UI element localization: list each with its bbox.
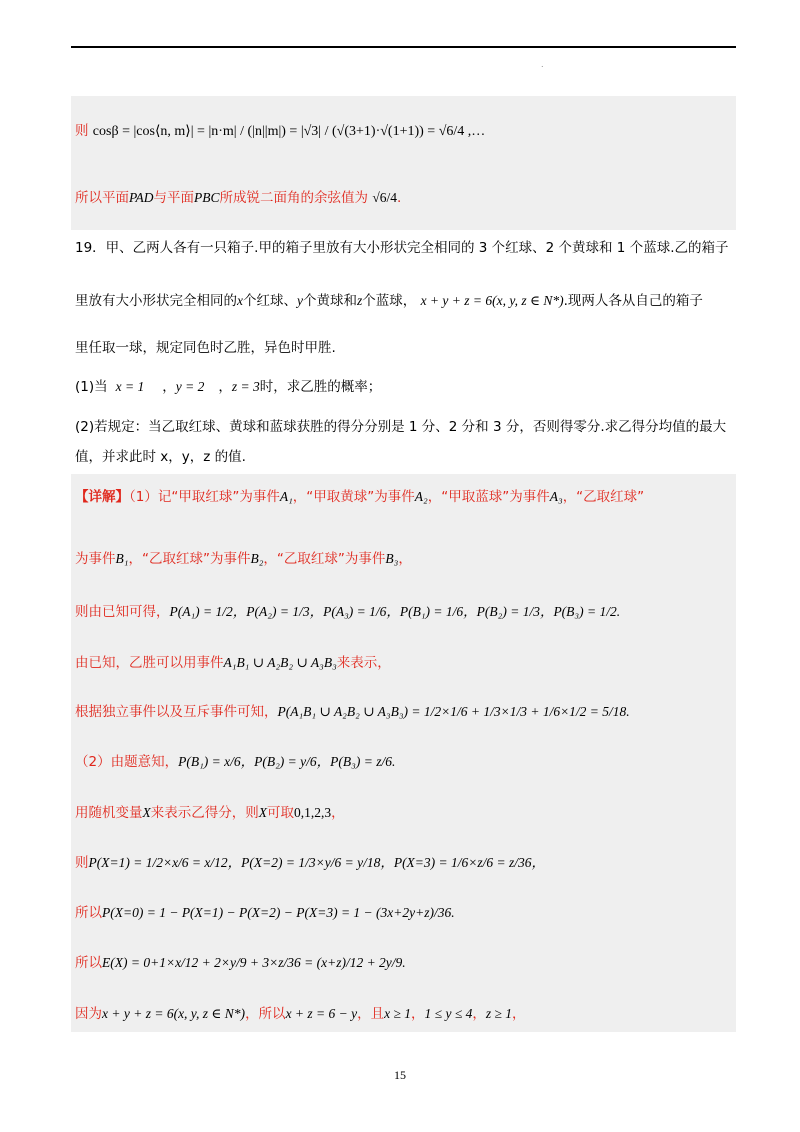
s11-k: ，: [512, 1006, 526, 1022]
s11-e: ，: [472, 1006, 486, 1022]
s10-a: 所以: [75, 955, 102, 971]
event-a3: A₃: [549, 489, 563, 504]
p2-e: .现两人各从自己的箱子: [563, 293, 703, 309]
event-b3: B₃: [385, 551, 399, 566]
s6-a: （2）由题意知，: [75, 754, 179, 770]
constraint-formula: x + y + z = 6(x, y, z ∈ N*): [420, 293, 564, 308]
box1-dot: .: [396, 190, 402, 206]
cosine-value: √6/4: [372, 190, 397, 205]
x-values: 0,1,2,3: [294, 805, 332, 820]
s1-c: ，“甲取蓝球”为事件: [427, 489, 550, 505]
problem-line2: [75, 291, 703, 311]
s11-y-bound: 1 ≤ y ≤ 4: [424, 1006, 473, 1021]
sol-line5: [75, 702, 630, 722]
s7-d: ，: [331, 805, 345, 821]
win-probability: P(A₁B₁ ∪ A₂B₂ ∪ A₃B₃) = 1/2×1/6 + 1/3×1/3 + 1/6×1/2 = 5/18.: [277, 704, 630, 719]
s11-a: 因为: [75, 1006, 102, 1022]
problem-line1: 19．甲、乙两人各有一只箱子.甲的箱子里放有大小形状完全相同的 3 个红球、2 个黄球和 1 个蓝球.乙的箱子: [75, 240, 729, 256]
var-y: y: [297, 293, 303, 308]
sol-line9: [75, 903, 455, 923]
s1-b: ，“甲取黄球”为事件: [292, 489, 415, 505]
page-number: 15: [394, 1068, 406, 1082]
s1-d: ，“乙取红球”: [562, 489, 645, 505]
solution-box-top: [71, 96, 736, 230]
var-z: z: [357, 293, 363, 308]
header-rule: [71, 46, 736, 48]
detail-tag: 【详解】: [75, 489, 129, 505]
q1-b: 时，求乙胜的概率；: [259, 379, 382, 395]
sol-line2: [75, 549, 412, 569]
s11-d: ，: [411, 1006, 425, 1022]
q1-z: z = 3: [231, 379, 260, 394]
box1-end: 所成锐二面角的余弦值为: [219, 190, 369, 206]
s2-c: ，“乙取红球”为事件: [263, 551, 386, 567]
sol-line4: [75, 653, 391, 673]
plane-pad: PAD: [129, 190, 154, 205]
var-big-x: X: [142, 805, 151, 820]
problem-line3: 里任取一球，规定同色时乙胜，异色时甲胜.: [75, 340, 336, 356]
prob-values: P(A₁) = 1/2，P(A₂) = 1/3，P(A₃) = 1/6，P(B₁) = 1/6，P(B₂) = 1/3，P(B₃) = 1/2.: [169, 604, 621, 619]
box1-mid: 与平面: [153, 190, 195, 206]
s1-a: （1）记“甲取红球”为事件: [129, 489, 280, 505]
sol-line6: [75, 752, 395, 772]
question-1: (1)当 x = 1 ，y = 2 ，z = 3时，求乙胜的概率；: [75, 379, 382, 395]
s11-xz: x + z = 6 − y: [285, 1006, 358, 1021]
box1-formula: cosβ = |cos⟨n, m⟩| = |n·m| / (|n||m|) = |√3| / (√(3+1)·√(1+1)) = √6/4 ,…: [92, 124, 486, 139]
s4-a: 由已知，乙胜可以用事件: [75, 655, 224, 671]
sol-line10: [75, 953, 406, 973]
s11-constraint: x + y + z = 6(x, y, z ∈ N*): [102, 1006, 246, 1021]
s7-b: 来表示乙得分，则: [150, 805, 259, 821]
box1-text: 所以平面: [75, 190, 129, 206]
event-b2: B₂: [250, 551, 264, 566]
s7-c: 可取: [267, 805, 294, 821]
s9-a: 所以: [75, 905, 102, 921]
p2-d: 个蓝球，: [362, 293, 417, 309]
sol-line11: [75, 1004, 526, 1024]
question-2-line1: (2)若规定：当乙取红球、黄球和蓝球获胜的得分分别是 1 分、2 分和 3 分，否则得零分.求乙得分均值的最大: [75, 419, 727, 435]
var-x: x: [237, 293, 243, 308]
p2-c: 个黄球和: [303, 293, 357, 309]
expectation: E(X) = 0+1×x/12 + 2×y/9 + 3×z/36 = (x+z)/12 + 2y/9.: [102, 955, 406, 970]
box1-line1: [75, 121, 485, 142]
p2-b: 个红球、: [243, 293, 297, 309]
sol-line1: [75, 487, 644, 507]
header-dot: .: [541, 60, 544, 69]
q1-x: x = 1: [115, 379, 145, 394]
s11-z-bound: z ≥ 1: [485, 1006, 513, 1021]
event-b1: B₁: [115, 551, 129, 566]
q1-y: y = 2: [175, 379, 205, 394]
p-zero: P(X=0) = 1 − P(X=1) − P(X=2) − P(X=3) = 1 − (3x+2y+z)/36.: [102, 905, 455, 920]
s11-x-bound: x ≥ 1: [384, 1006, 412, 1021]
s11-c: ，且: [357, 1006, 385, 1022]
q1-a: (1)当: [75, 379, 108, 395]
s3-a: 则由已知可得，: [75, 604, 170, 620]
box1-prefix: 则: [75, 123, 89, 139]
b-probabilities: P(B₁) = x/6，P(B₂) = y/6，P(B₃) = z/6.: [178, 754, 396, 769]
union-event: A₁B₁ ∪ A₂B₂ ∪ A₃B₃: [223, 655, 337, 670]
sol-line3: [75, 602, 620, 622]
s11-b: ，所以: [245, 1006, 286, 1022]
event-a2: A₂: [414, 489, 428, 504]
p2-a: 里放有大小形状完全相同的: [75, 293, 237, 309]
s8-a: 则: [75, 855, 89, 871]
s2-b: ，“乙取红球”为事件: [128, 551, 251, 567]
var-big-x-2: X: [258, 805, 267, 820]
event-a1: A₁: [279, 489, 293, 504]
s5-a: 根据独立事件以及互斥事件可知，: [75, 704, 278, 720]
plane-pbc: PBC: [194, 190, 220, 205]
sol-line8: [75, 853, 545, 873]
s2-a: 为事件: [75, 551, 116, 567]
sol-line7: [75, 803, 345, 823]
s2-d: ，: [398, 551, 412, 567]
s4-b: 来表示，: [336, 655, 391, 671]
distribution: P(X=1) = 1/2×x/6 = x/12，P(X=2) = 1/3×y/6 = y/18，P(X=3) = 1/6×z/6 = z/36，: [88, 855, 546, 870]
s7-a: 用随机变量: [75, 805, 143, 821]
box1-line2: [75, 188, 401, 208]
question-2-line2: 值，并求此时 x，y，z 的值.: [75, 449, 246, 465]
